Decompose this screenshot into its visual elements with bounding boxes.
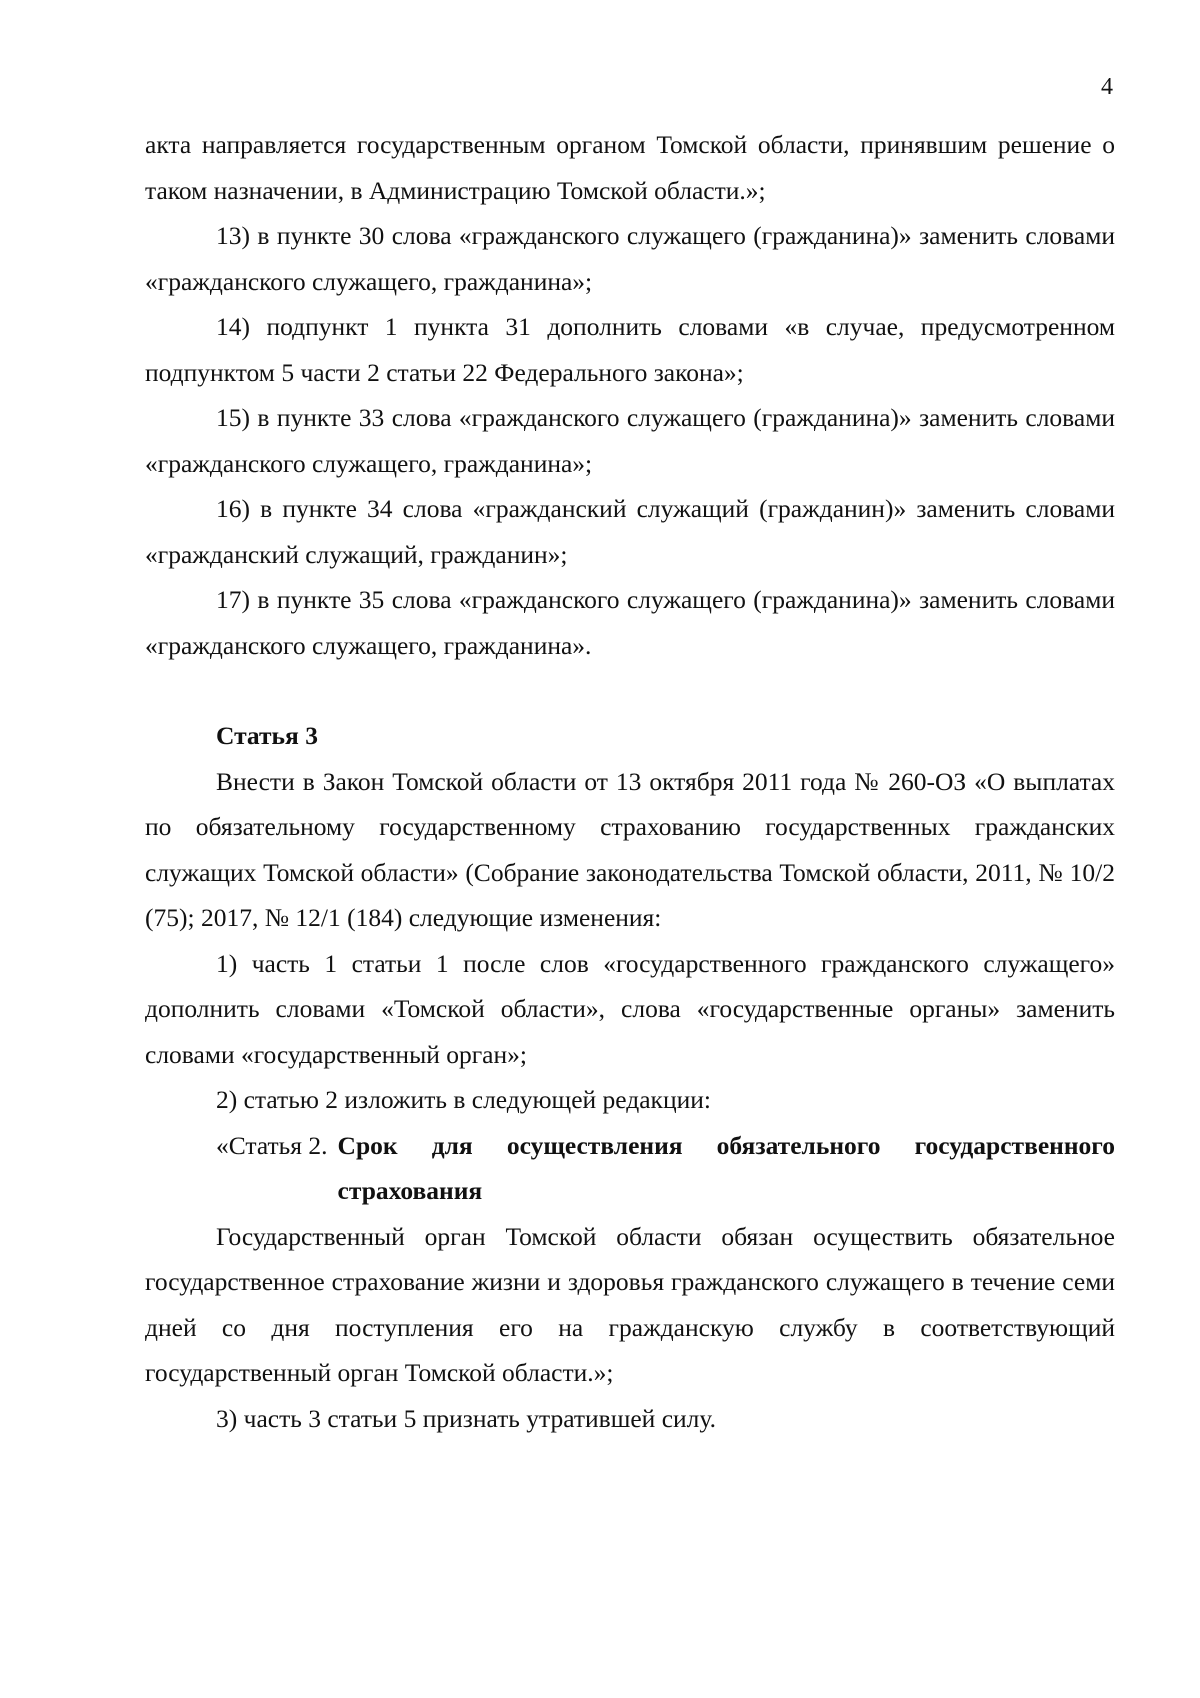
article-3-item-1: 1) часть 1 статьи 1 после слов «государственного гражданского служащего» дополнить словами «Томской области», слова «государственные органы» заменить словами «государственный орган»;	[145, 948, 1115, 1069]
article-3-item-3: 3) часть 3 статьи 5 признать утратившей силу.	[216, 1403, 716, 1433]
quoted-article-body: Государственный орган Томской области обязан осуществить обязательное государственное страхование жизни и здоровья гражданского служащего в течение семи дней со дня поступления его на гражданскую службу в соответствующий государственный орган Томской области.»;	[145, 1221, 1115, 1387]
list-item-17: 17) в пункте 35 слова «гражданского служащего (гражданина)» заменить словами «гражданского служащего, гражданина».	[145, 585, 1115, 660]
list-item-16: 16) в пункте 34 слова «гражданский служащий (гражданин)» заменить словами «гражданский служащий, гражданин»;	[145, 494, 1115, 569]
quoted-article-name-line1: Срок для осуществления обязательного государственного	[337, 1130, 1115, 1160]
quoted-article-name-line2: страхования	[337, 1176, 483, 1205]
quoted-article-name	[338, 1123, 1115, 1214]
article-3-heading: Статья 3	[216, 721, 318, 750]
quoted-article-lead: «Статья 2.	[216, 1130, 328, 1160]
list-item-14: 14) подпункт 1 пункта 31 дополнить словами «в случае, предусмотренном подпунктом 5 части 2 статьи 22 Федерального закона»;	[145, 312, 1115, 387]
paragraph-continuation: акта направляется государственным органом Томской области, принявшим решение о таком назначении, в Администрацию Томской области.»;	[145, 130, 1115, 205]
document-body	[145, 122, 1115, 1441]
list-item-15: 15) в пункте 33 слова «гражданского служащего (гражданина)» заменить словами «гражданского служащего, гражданина»;	[145, 403, 1115, 478]
article-3-item-2: 2) статью 2 изложить в следующей редакции:	[216, 1085, 711, 1114]
section-spacer	[145, 668, 1115, 713]
page-number: 4	[1101, 74, 1113, 100]
quoted-article-title	[145, 1123, 1115, 1214]
article-3-intro: Внести в Закон Томской области от 13 октября 2011 года № 260-ОЗ «О выплатах по обязательному государственному страхованию государственных гражданских служащих Томской области» (Собрание законодательства Томской области, 2011, № 10/2 (75); 2017, № 12/1 (184) следующие изменения:	[145, 766, 1115, 932]
list-item-13: 13) в пункте 30 слова «гражданского служащего (гражданина)» заменить словами «гражданского служащего, гражданина»;	[145, 221, 1115, 296]
